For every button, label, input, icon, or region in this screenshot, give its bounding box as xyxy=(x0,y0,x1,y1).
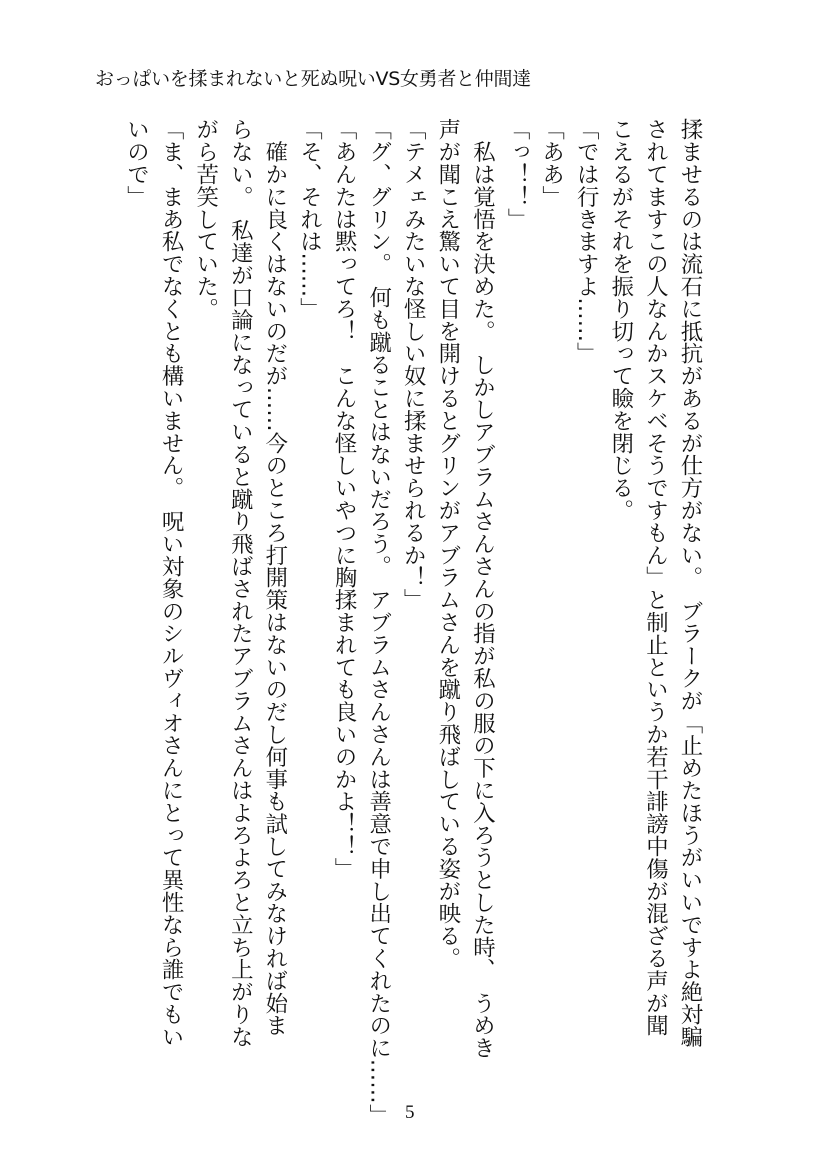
page-number: 5 xyxy=(405,1102,415,1123)
text-line: こえるがそれを振り切って瞼を閉じる。 xyxy=(607,118,634,522)
text-line: 声が聞こえ驚いて目を開けるとグリンがアブラムさんを蹴り飛ばしている姿が映る。 xyxy=(434,118,461,970)
text-line: 「っ！！」 xyxy=(504,118,531,230)
text-line: 私は覚悟を決めた。 しかしアブラムさんさんの指が私の服の下に入ろうとした時、 うめき xyxy=(469,118,496,1059)
text-line: らない。 私達が口論になっていると蹴り飛ばされたアブラムさんはよろよろと立ち上がりな xyxy=(227,118,254,1048)
text-line: されてますこの人なんかスケベそうですもん」と制止というか若干誹謗中傷が混ざる声が聞 xyxy=(642,118,669,1037)
running-header-title: おっぱいを揉まれないと死ぬ呪いVS女勇者と仲間達 xyxy=(95,68,531,90)
text-line: 「ああ」 xyxy=(538,118,565,208)
text-line: がら苦笑していた。 xyxy=(192,118,219,320)
text-line: 確かに良くはないのだが……今のところ打開策はないのだし何事も試してみなければ始ま xyxy=(261,118,288,1037)
text-line: 「ま、まあ私でなくとも構いません。 呪い対象のシルヴィオさんにとって異性なら誰でもい xyxy=(158,118,185,1048)
text-line: 「グ、グリン。 何も蹴ることはないだろう。 アブラムさんさんは善意で申し出てくれたのに……」 xyxy=(365,118,392,1126)
text-line: 「そ、それは……」 xyxy=(296,118,323,320)
text-line: 「あんたは黙ってろ！ こんな怪しいやつに胸揉まれても良いのかよ！！」 xyxy=(331,118,358,880)
text-line: いので」 xyxy=(123,118,150,208)
text-line: 揉ませるのは流石に抵抗があるが仕方がない。 ブラークが「止めたほうがいいですよ絶対騙 xyxy=(677,118,703,1048)
text-line: 「テメェみたいな怪しい奴に揉ませられるか！」 xyxy=(400,118,427,611)
vertical-text-body xyxy=(119,118,707,1126)
text-line: 「では行きますよ……」 xyxy=(573,118,600,365)
